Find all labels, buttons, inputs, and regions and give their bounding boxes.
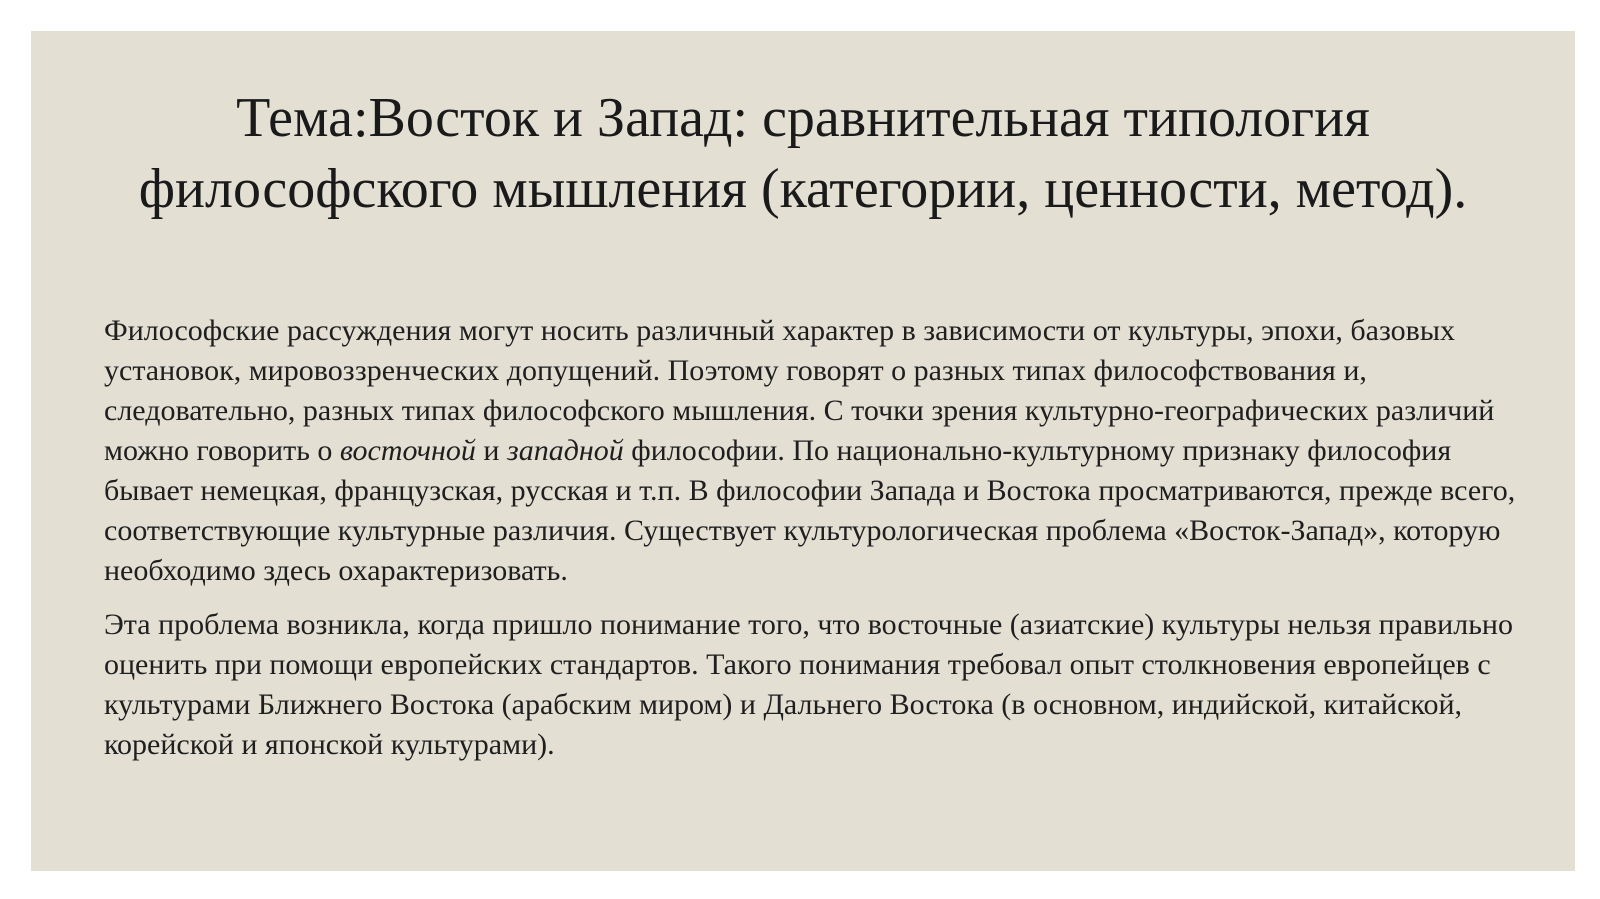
italic-term-eastern: восточной (339, 434, 476, 467)
body-paragraph-1 (104, 311, 1524, 591)
paragraph-1-text-a: Философские рассуждения могут носить различный характер в зависимости от культуры, эпохи, базовых установок, мировоззренческих допущений. Поэтому говорят о разных типах философствования и, следовательно, разных типах философского мышления. С точки зрения культурно-географических различий можно говорить о (104, 314, 1495, 467)
slide (31, 31, 1575, 871)
paragraph-1-text-c: философии. По национально-культурному признаку философия бывает немецкая, французская, русская и т.п. В философии Запада и Востока просматриваются, прежде всего, соответствующие культурные различия. Существует культурологическая проблема «Восток-Запад», которую необходимо здесь охарактеризовать. (104, 434, 1516, 587)
slide-body (104, 311, 1524, 765)
italic-term-western: западной (506, 434, 624, 467)
body-paragraph-2: Эта проблема возникла, когда пришло понимание того, что восточные (азиатские) культуры нельзя правильно оценить при помощи европейских стандартов. Такого понимания требовал опыт столкновения европейцев с культурами Ближнего Востока (арабским миром) и Дальнего Востока (в основном, индийской, китайской, корейской и японской культурами). (104, 608, 1513, 761)
slide-title: Тема:Восток и Запад: сравнительная типология философского мышления (категории, ценности, метод). (138, 87, 1468, 220)
paragraph-1-text-b: и (475, 434, 507, 467)
